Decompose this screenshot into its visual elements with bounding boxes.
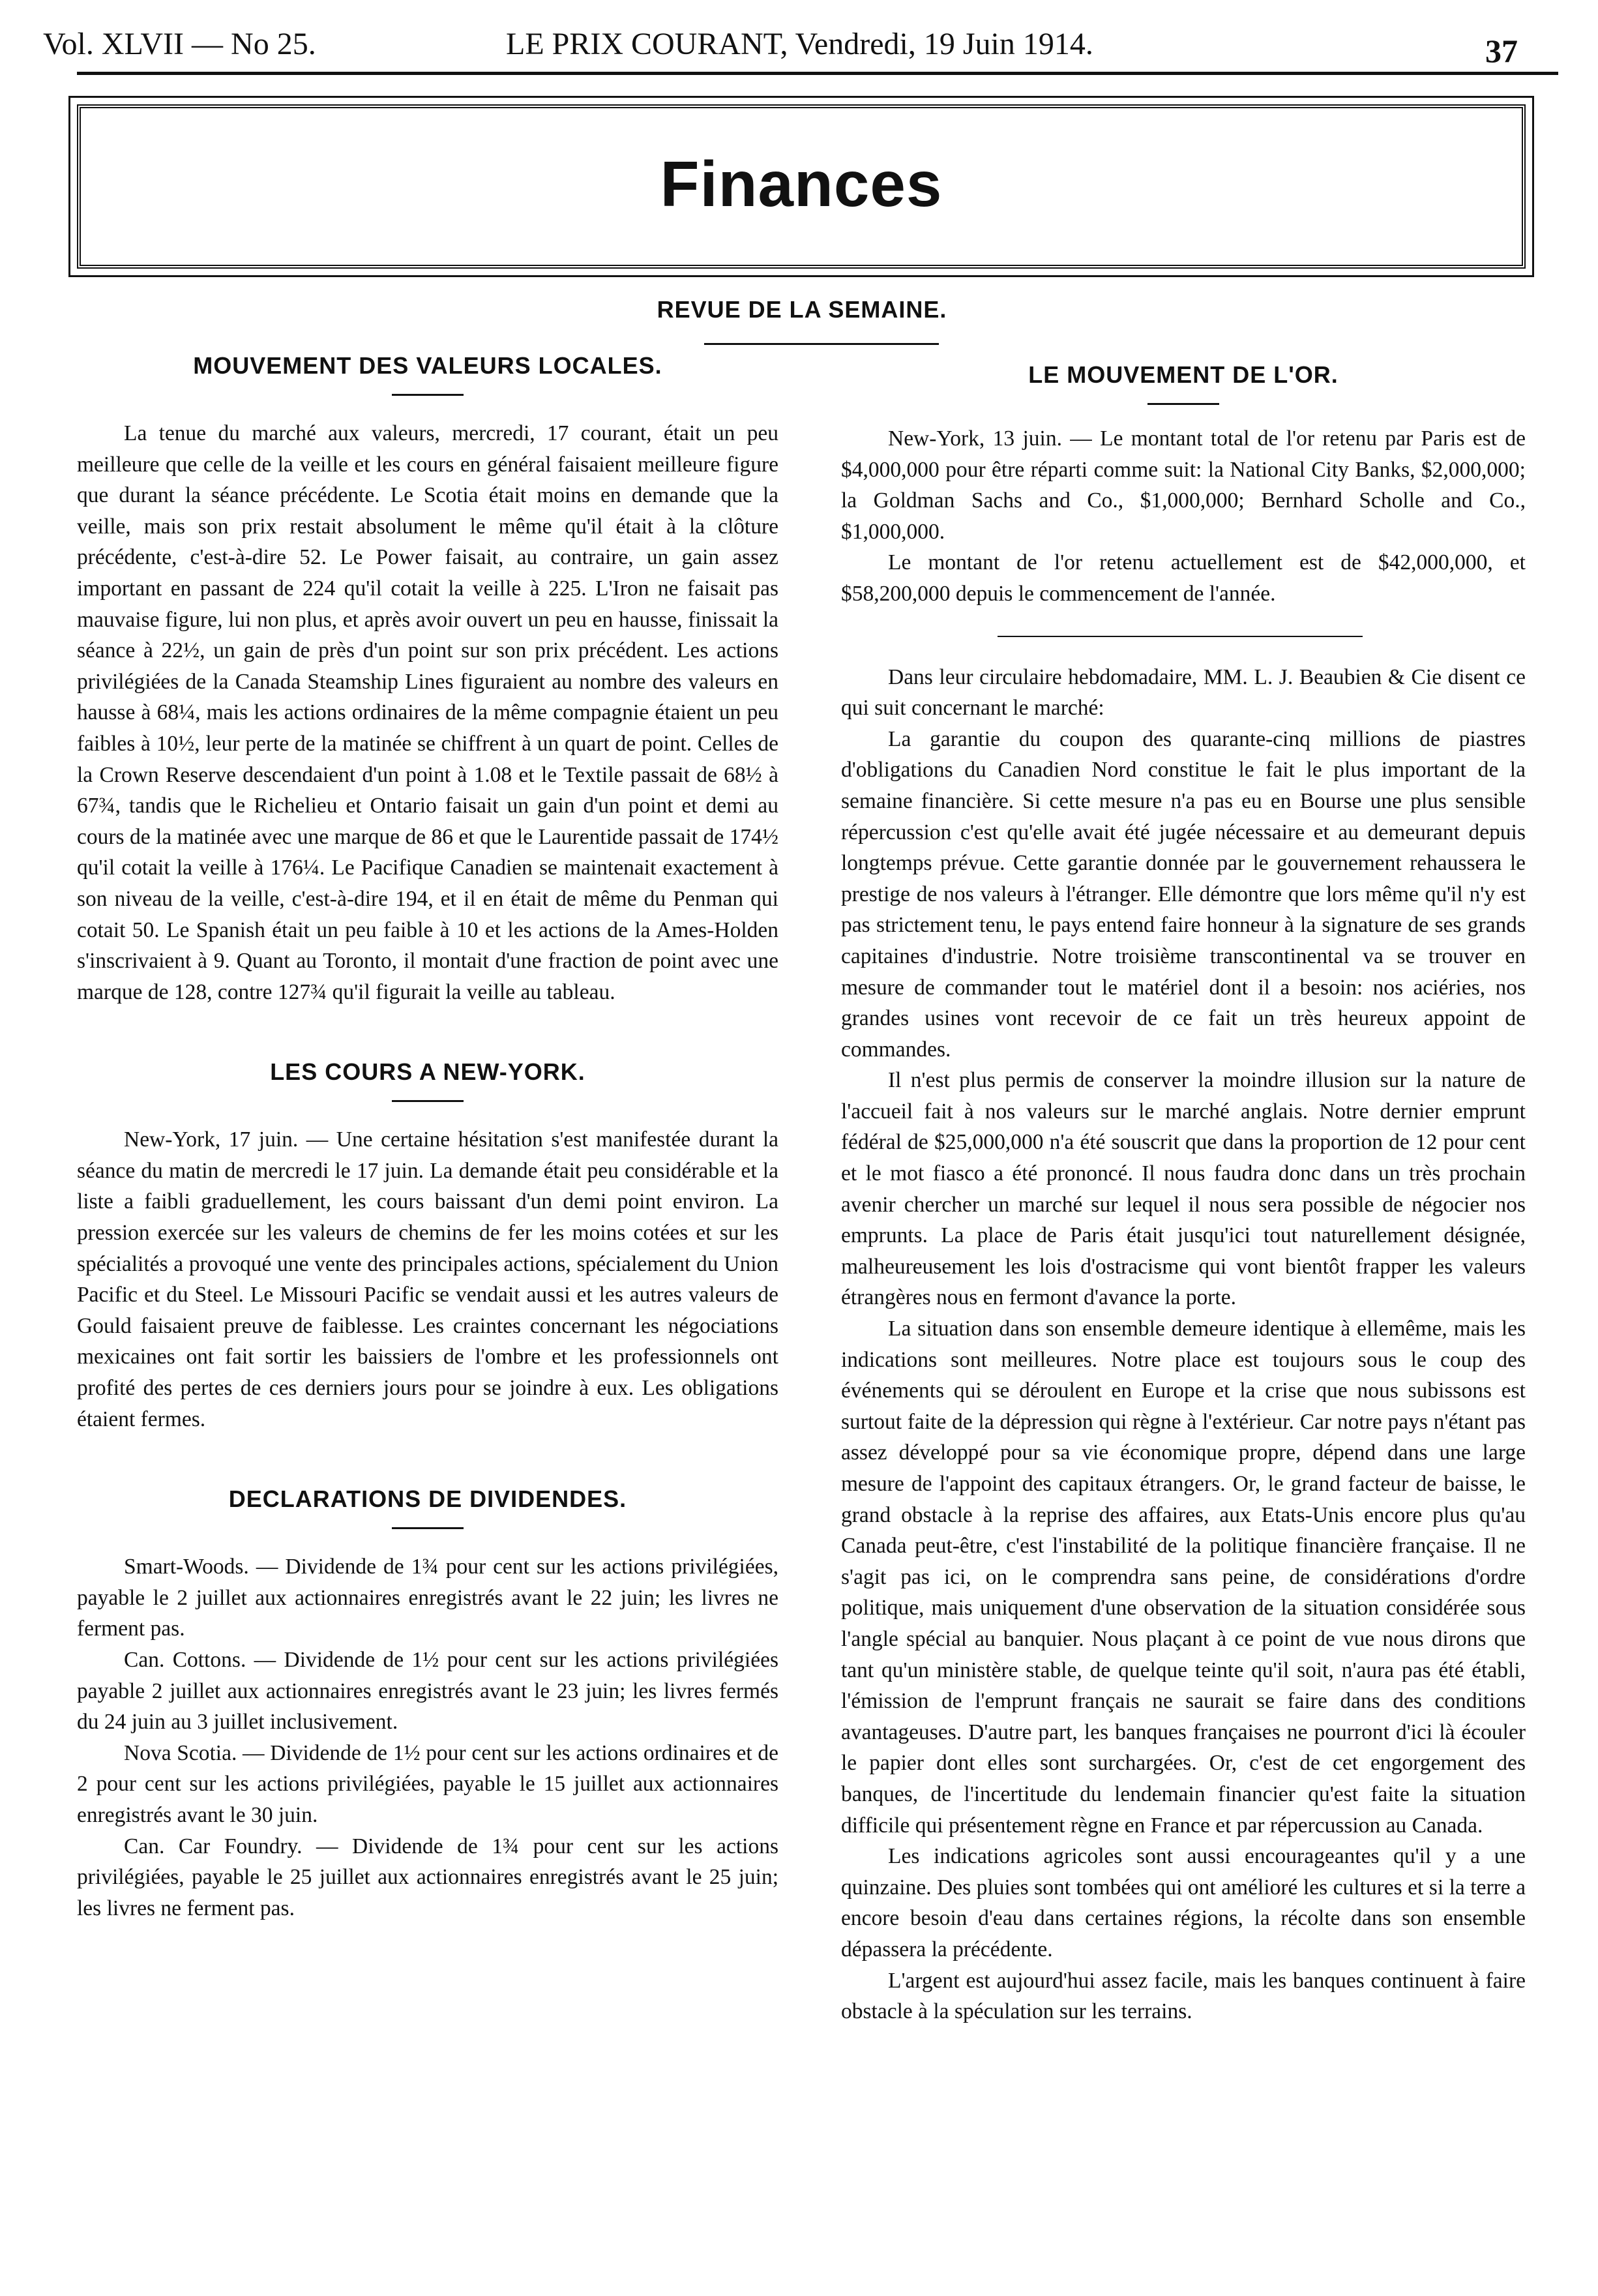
running-head: [39, 18, 1558, 70]
article-paragraph: Les indications agricoles sont aussi encourageantes qu'il y a une quinzaine. Des pluies sont tombées qui ont amélioré les cultures et si la terre a encore besoin d'eau dans certaines régions, la récolte dans son ensemble dépassera la précédente.: [841, 1844, 1526, 1961]
article-paragraph: New-York, 13 juin. — Le montant total de l'or retenu par Paris est de $4,000,000 pour être réparti comme suit: la National City Banks, $2,000,000; la Goldman Sachs and Co., $1,000,000; Bernhard Scholle and Co., $1,000,000.: [841, 426, 1526, 544]
article-divider: [998, 636, 1363, 637]
article-paragraph: L'argent est aujourd'hui assez facile, mais les banques continuent à faire obstacle à la spéculation sur les terrains.: [841, 1968, 1526, 2024]
dividend-item: Can. Car Foundry. — Dividende de 1¾ pour cent sur les actions privilégiées, payable le 25 juillet aux actionnaires enregistrés avant le 25 juin; les livres ne ferment pas.: [77, 1834, 778, 1920]
revue-rule: [704, 343, 939, 345]
heading-rule: [392, 1100, 464, 1102]
heading-rule: [392, 394, 464, 396]
article-paragraph: La situation dans son ensemble demeure identique à ellemême, mais les indications sont meilleures. Notre place est toujours sous le coup des événements qui se déroulent en Europe et la crise que nous subissons est surtout faite de la dépression qui règne à l'extérieur. Car notre pays n'étant pas assez développé pour sa vie économique propre, dépend dans une large mesure de l'appoint des capitaux étrangers. Or, le grand facteur de baisse, le grand obstacle à la reprise des affaires, aux Etats-Unis encore plus qu'au Canada peut-être, c'est l'instabilité de la politique financière française. Il ne s'agit pas ici, on le comprendra sans peine, de considérations d'ordre politique, mais uniquement d'une observation de la situation considérée sous l'angle spécial au banquier. Nous plaçant à ce point de vue nous dirons que tant qu'un ministère stable, de quelque teinte qu'il soit, n'aura pas été établi, l'émission de l'emprunt français ne saurait se faire dans des conditions avantageuses. D'autre part, les banques françaises ne pourront d'ici là écouler le papier dont elles sont surchargées. Or, c'est de cet engorgement des banques, de l'incertitude du lendemain financier qu'est faite la situation difficile qui présentement règne en France et par répercussion au Canada.: [841, 1317, 1526, 1838]
article-paragraph: Dans leur circulaire hebdomadaire, MM. L. J. Beaubien & Cie disent ce qui suit concernant le marché:: [841, 664, 1526, 721]
heading-dividendes: DECLARATIONS DE DIVIDENDES.: [228, 1485, 627, 1513]
journal-dateline: LE PRIX COURANT, Vendredi, 19 Juin 1914.: [506, 27, 1093, 61]
dividend-item: Smart-Woods. — Dividende de 1¾ pour cent sur les actions privilégiées, payable le 2 juillet aux actionnaires enregistrés avant le 22 juin; les livres ne ferment pas.: [77, 1555, 778, 1641]
article-paragraph: Le montant de l'or retenu actuellement est de $42,000,000, et $58,200,000 depuis le commencement de l'année.: [841, 550, 1526, 606]
heading-rule: [392, 1527, 464, 1529]
header-rule: [77, 72, 1558, 75]
revue-title: REVUE DE LA SEMAINE.: [657, 296, 947, 323]
article-paragraph: Il n'est plus permis de conserver la moindre illusion sur la nature de l'accueil fait à nos valeurs sur le marché anglais. Notre dernier emprunt fédéral de $25,000,000 n'a été souscrit que dans la proportion de 12 pour cent et le mot fiasco a été prononcé. Il nous faudra donc dans un très prochain avenir chercher un marché sur lequel il nous sera possible de négocier nos emprunts. La place de Paris était jusqu'ici tout naturellement désignée, malheureusement les lois d'ostracisme qui vont bientôt frapper les valeurs étrangères nous en fermont d'avance la porte.: [841, 1068, 1526, 1310]
section-banner: [77, 104, 1526, 269]
banner-title: Finances: [660, 148, 943, 220]
dividend-item: Nova Scotia. — Dividende de 1½ pour cent sur les actions ordinaires et de 2 pour cent sur les actions privilégiées, payable le 15 juillet aux actionnaires enregistrés avant le 30 juin.: [77, 1740, 778, 1827]
left-column: [77, 352, 778, 1924]
article-paragraph: La tenue du marché aux valeurs, mercredi, 17 courant, était un peu meilleure que celle de la veille et les cours en général faisaient meilleure figure que durant la séance précédente. Le Scotia était moins en demande que la veille, mais son prix restait absolument le même qu'il était à la clôture précédente, c'est-à-dire 52. Le Power faisait, au contraire, un gain assez important en passant de 224 qu'il cotait la veille à 225. L'Iron ne faisait pas mauvaise figure, lui non plus, et après avoir ouvert un peu en hausse, finissait la séance à 22½, un gain de près d'un point sur son prix précédent. Les actions privilégiées de la Canada Steamship Lines figuraient au nombre des valeurs en hausse à 68¼, mais les actions ordinaires de la même compagnie étaient un peu faibles à 10½, leur perte de la matinée se chiffrent à un quart de point. Celles de la Crown Reserve descendaient d'un point à 1.08 et le Textile passait de 68½ à 67¾, tandis que le Richelieu et Ontario faisait un gain d'un point et demi au cours de la matinée avec une marque de 86 et que le Laurentide passait de 174½ qu'il cotait la veille à 176¼. Le Pacifique Canadien se maintenait exactement à son niveau de la veille, c'est-à-dire 194, et il en était de même du Penman qui cotait 50. Le Spanish était un peu faible à 10 et les actions de la Ames-Holden s'inscrivaient à 9. Quant au Toronto, il montait d'une fraction de point avec une marque de 128, contre 127¾ qu'il figurait la veille au tableau.: [77, 421, 778, 1004]
heading-valeurs-locales: MOUVEMENT DES VALEURS LOCALES.: [193, 352, 662, 379]
volume-number: Vol. XLVII — No 25.: [43, 27, 316, 61]
heading-rule: [1147, 403, 1219, 405]
heading-mouvement-or: LE MOUVEMENT DE L'OR.: [1028, 361, 1339, 388]
page-number: 37: [1485, 33, 1518, 69]
heading-cours-new-york: LES COURS A NEW-YORK.: [270, 1058, 585, 1086]
article-paragraph: La garantie du coupon des quarante-cinq millions de piastres d'obligations du Canadien Nord constitue le fait le plus important de la semaine financière. Si cette mesure n'a pas eu en Bourse une plus sensible répercussion c'est qu'elle avait été jugée nécessaire et au demeurant depuis longtemps prévue. Cette garantie donnée par le gouvernement rehaussera le prestige de nos valeurs à l'étranger. Elle démontre que lors même qu'il n'y est pas strictement tenu, le pays entend faire honneur à la signature de ses grands capitaines d'industrie. Notre troisième transcontinental va se trouver en mesure de commander tout le matériel dont il a besoin: nos aciéries, nos grandes usines vont recevoir de ce fait un très heureux appoint de commandes.: [841, 726, 1526, 1062]
dividend-item: Can. Cottons. — Dividende de 1½ pour cent sur les actions privilégiées payable 2 juillet aux actionnaires enregistrés avant le 23 juin; les livres fermés du 24 juin au 3 juillet inclusivement.: [77, 1648, 778, 1735]
article-paragraph: New-York, 17 juin. — Une certaine hésitation s'est manifestée durant la séance du matin de mercredi le 17 juin. La demande était peu considérable et la liste a faibli graduellement, les cours baissant d'un demi point environ. La pression exercée sur les valeurs de chemins de fer les moins cotées et sur les spécialités a provoqué une vente des principales actions, spécialement du Union Pacific et du Steel. Le Missouri Pacific se vendait aussi et les autres valeurs de Gould faisaient preuve de faiblesse. Les craintes concernant les négociations mexicaines ont fait sortir les baissiers de l'ombre et les professionnels ont profité des pertes de ces derniers jours pour se joindre à eux. Les obligations étaient fermes.: [77, 1127, 778, 1431]
right-column: [841, 352, 1526, 2027]
